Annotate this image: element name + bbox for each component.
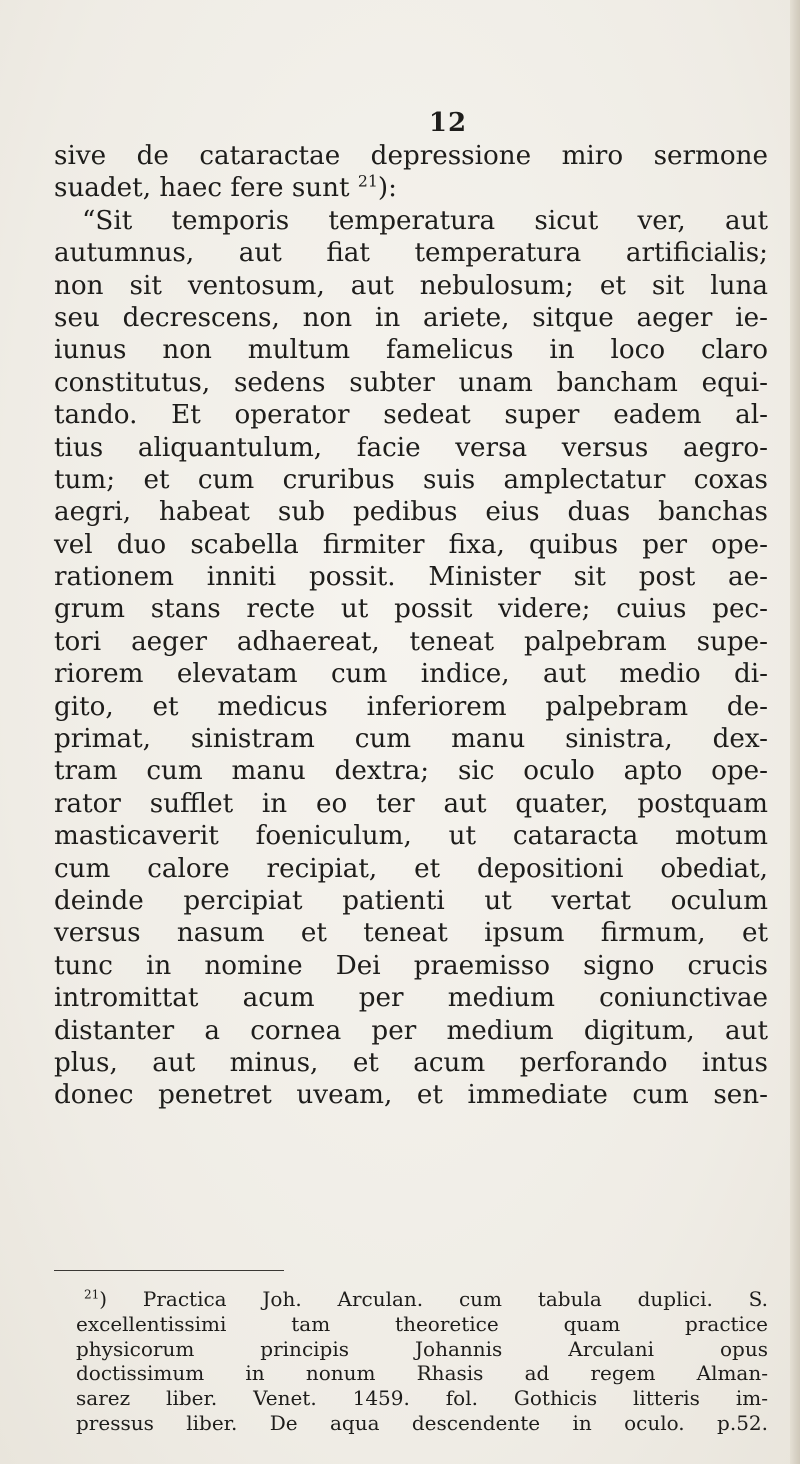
text-line: aegri, habeat sub pedibus eius duas banchas <box>54 497 768 528</box>
text-line: donec penetret uveam, et immediate cum sen- <box>54 1080 768 1111</box>
text-line <box>54 172 768 204</box>
text-line: versus nasum et teneat ipsum firmum, et <box>54 918 768 949</box>
text-line: tunc in nomine Dei praemisso signo crucis <box>54 950 768 981</box>
text-line: iunus non multum famelicus in loco claro <box>54 335 768 366</box>
main-text-block <box>54 140 768 1112</box>
text-line: sive de cataractae depressione miro sermone <box>54 141 768 171</box>
footnote-separator-rule <box>54 1270 284 1271</box>
footnote-line <box>76 1287 768 1312</box>
footnote-marker: 21 <box>84 1287 100 1302</box>
footnote-line: excellentissimi tam theoretice quam practice <box>76 1311 768 1336</box>
page-edge-shadow <box>790 0 800 1464</box>
text-line: tius aliquantulum, facie versa versus aegro- <box>54 432 768 463</box>
text-line: masticaverit foeniculum, ut cataracta motum <box>54 821 768 852</box>
text-line: distanter a cornea per medium digitum, aut <box>54 1015 768 1046</box>
text-line: plus, aut minus, et acum perforando intus <box>54 1047 768 1078</box>
footnote-line: sarez liber. Venet. 1459. fol. Gothicis litteris im- <box>76 1386 768 1411</box>
text-line: primat, sinistram cum manu sinistra, dex- <box>54 724 768 755</box>
text-line: tori aeger adhaereat, teneat palpebram supe- <box>54 626 768 657</box>
text-line: constitutus, sedens subter unam bancham equi- <box>54 367 768 398</box>
text-line: cum calore recipiat, et depositioni obediat, <box>54 853 768 884</box>
text-line: non sit ventosum, aut nebulosum; et sit luna <box>54 270 768 301</box>
text-line: tram cum manu dextra; sic oculo apto ope- <box>54 756 768 787</box>
text-line: intromittat acum per medium coniunctivae <box>54 983 768 1014</box>
text-line: autumnus, aut fiat temperatura artificialis; <box>54 238 768 269</box>
footnote-reference-suffix: ): <box>377 173 397 204</box>
footnote-reference: 21 <box>357 171 378 191</box>
text-line: riorem elevatam cum indice, aut medio di- <box>54 659 768 690</box>
text-line: seu decrescens, non in ariete, sitque aeger ie- <box>54 302 768 333</box>
text-line: tum; et cum cruribus suis amplectatur coxas <box>54 464 768 495</box>
text-line: vel duo scabella firmiter fixa, quibus per ope- <box>54 529 768 560</box>
text-line: grum stans recte ut possit videre; cuius pec- <box>54 594 768 625</box>
footnote-block <box>76 1287 768 1436</box>
footnote-line: physicorum principis Johannis Arculani opus <box>76 1336 768 1361</box>
footnote-line: pressus liber. De aqua descendente in oculo. p.52. <box>76 1410 768 1435</box>
text-line: “Sit temporis temperatura sicut ver, aut <box>82 205 768 236</box>
footnote-line: doctissimum in nonum Rhasis ad regem Alman- <box>76 1361 768 1386</box>
text-line: rationem inniti possit. Minister sit post ae- <box>54 562 768 593</box>
text-line: gito, et medicus inferiorem palpebram de- <box>54 691 768 722</box>
text-line: rator sufflet in eo ter aut quater, postquam <box>54 788 768 819</box>
text-line-content: suadet, haec fere sunt <box>54 173 350 204</box>
text-line: tando. Et operator sedeat super eadem al- <box>54 400 768 431</box>
text-line: deinde percipiat patienti ut vertat oculum <box>54 885 768 916</box>
footnote-line-content: ) Practica Joh. Arculan. cum tabula duplici. S. <box>99 1287 768 1311</box>
page-number: 12 <box>428 108 468 138</box>
